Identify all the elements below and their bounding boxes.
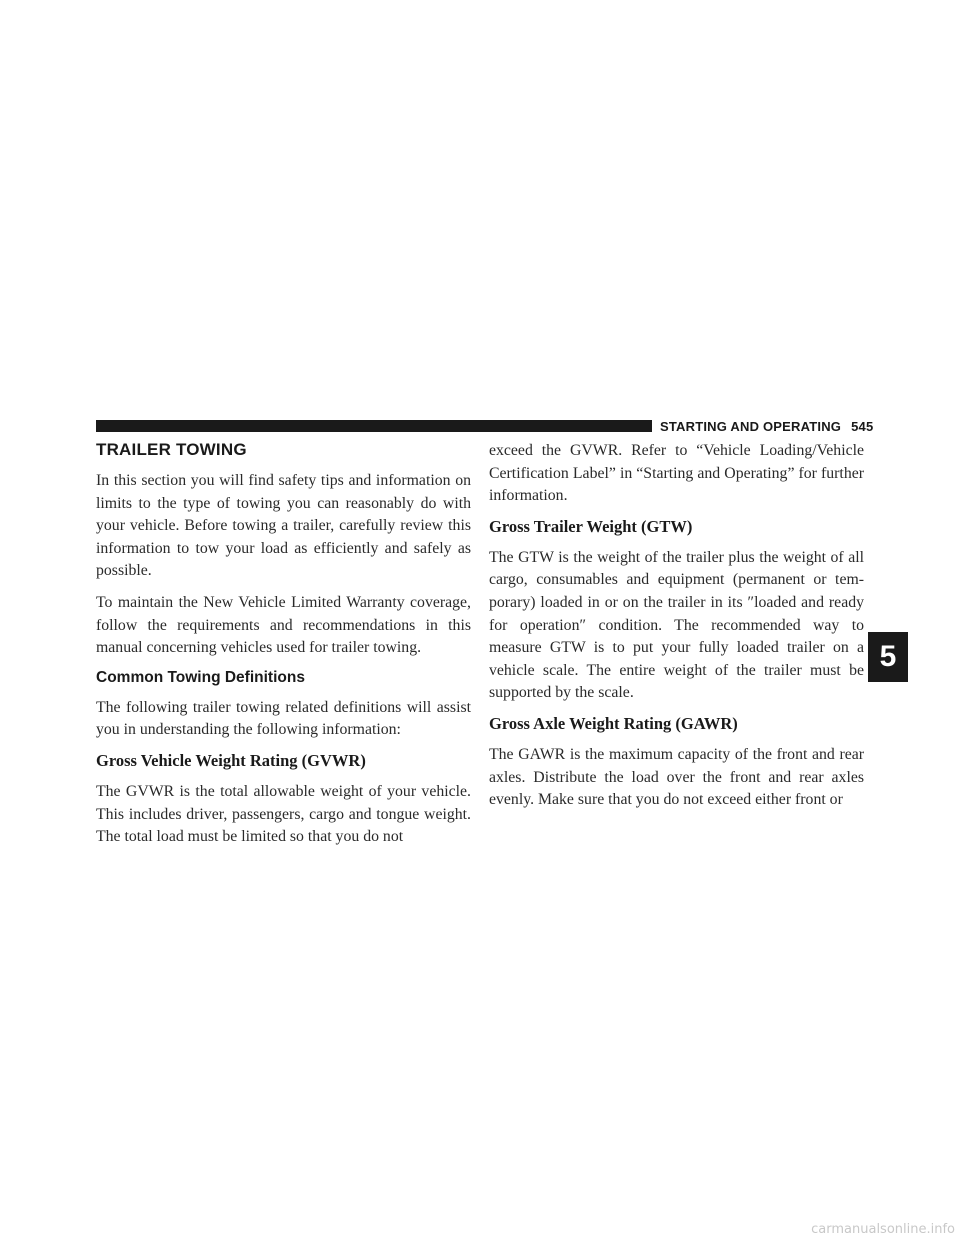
running-header bbox=[660, 419, 874, 434]
gtw-paragraph: The GTW is the weight of the trailer plus the weight of all cargo, consumables and equipment (permanent or tem-porary) loaded in or on the trailer in its ″loaded and ready for operation″ condition. The recommended way to measure GTW is to put your fully loaded trailer on a vehicle scale. The entire weight of the trailer must be supported by the scale. bbox=[489, 548, 864, 702]
warranty-paragraph: To maintain the New Vehicle Limited Warranty coverage, follow the requirements and recommendations in this manual concerning vehicles used for trailer towing. bbox=[96, 593, 471, 657]
intro-paragraph: In this section you will find safety tips and information on limits to the type of towing you can reasonably do with your vehicle. Before towing a trailer, carefully review this information to tow your load as efficiently and safely as possible. bbox=[96, 472, 471, 580]
gawr-paragraph: The GAWR is the maximum capacity of the front and rear axles. Distribute the load over the front and rear axles evenly. Make sure that you do not exceed either front or bbox=[489, 745, 864, 809]
header-title: STARTING AND OPERATING bbox=[660, 419, 842, 434]
definitions-intro: The following trailer towing related definitions will assist you in understanding the following information: bbox=[96, 698, 471, 739]
gtw-heading: Gross Trailer Weight (GTW) bbox=[489, 516, 693, 536]
header-rule bbox=[96, 420, 652, 432]
gvwr-continued: exceed the GVWR. Refer to “Vehicle Loading/Vehicle Certification Label” in “Starting and Operating” for further information. bbox=[489, 442, 864, 505]
watermark: carmanualsonline.info bbox=[811, 1222, 955, 1237]
page-number: 545 bbox=[851, 419, 874, 434]
section-title: TRAILER TOWING bbox=[96, 440, 247, 459]
gawr-heading: Gross Axle Weight Rating (GAWR) bbox=[489, 713, 738, 733]
left-column bbox=[96, 440, 471, 858]
subsection-title: Common Towing Definitions bbox=[96, 668, 305, 686]
gvwr-heading: Gross Vehicle Weight Rating (GVWR) bbox=[96, 750, 366, 770]
gvwr-paragraph: The GVWR is the total allowable weight of your vehicle. This includes driver, passengers, cargo and tongue weight. The total load must be limited so that you do not bbox=[96, 782, 471, 846]
right-column bbox=[489, 440, 864, 821]
chapter-tab: 5 bbox=[868, 632, 908, 682]
